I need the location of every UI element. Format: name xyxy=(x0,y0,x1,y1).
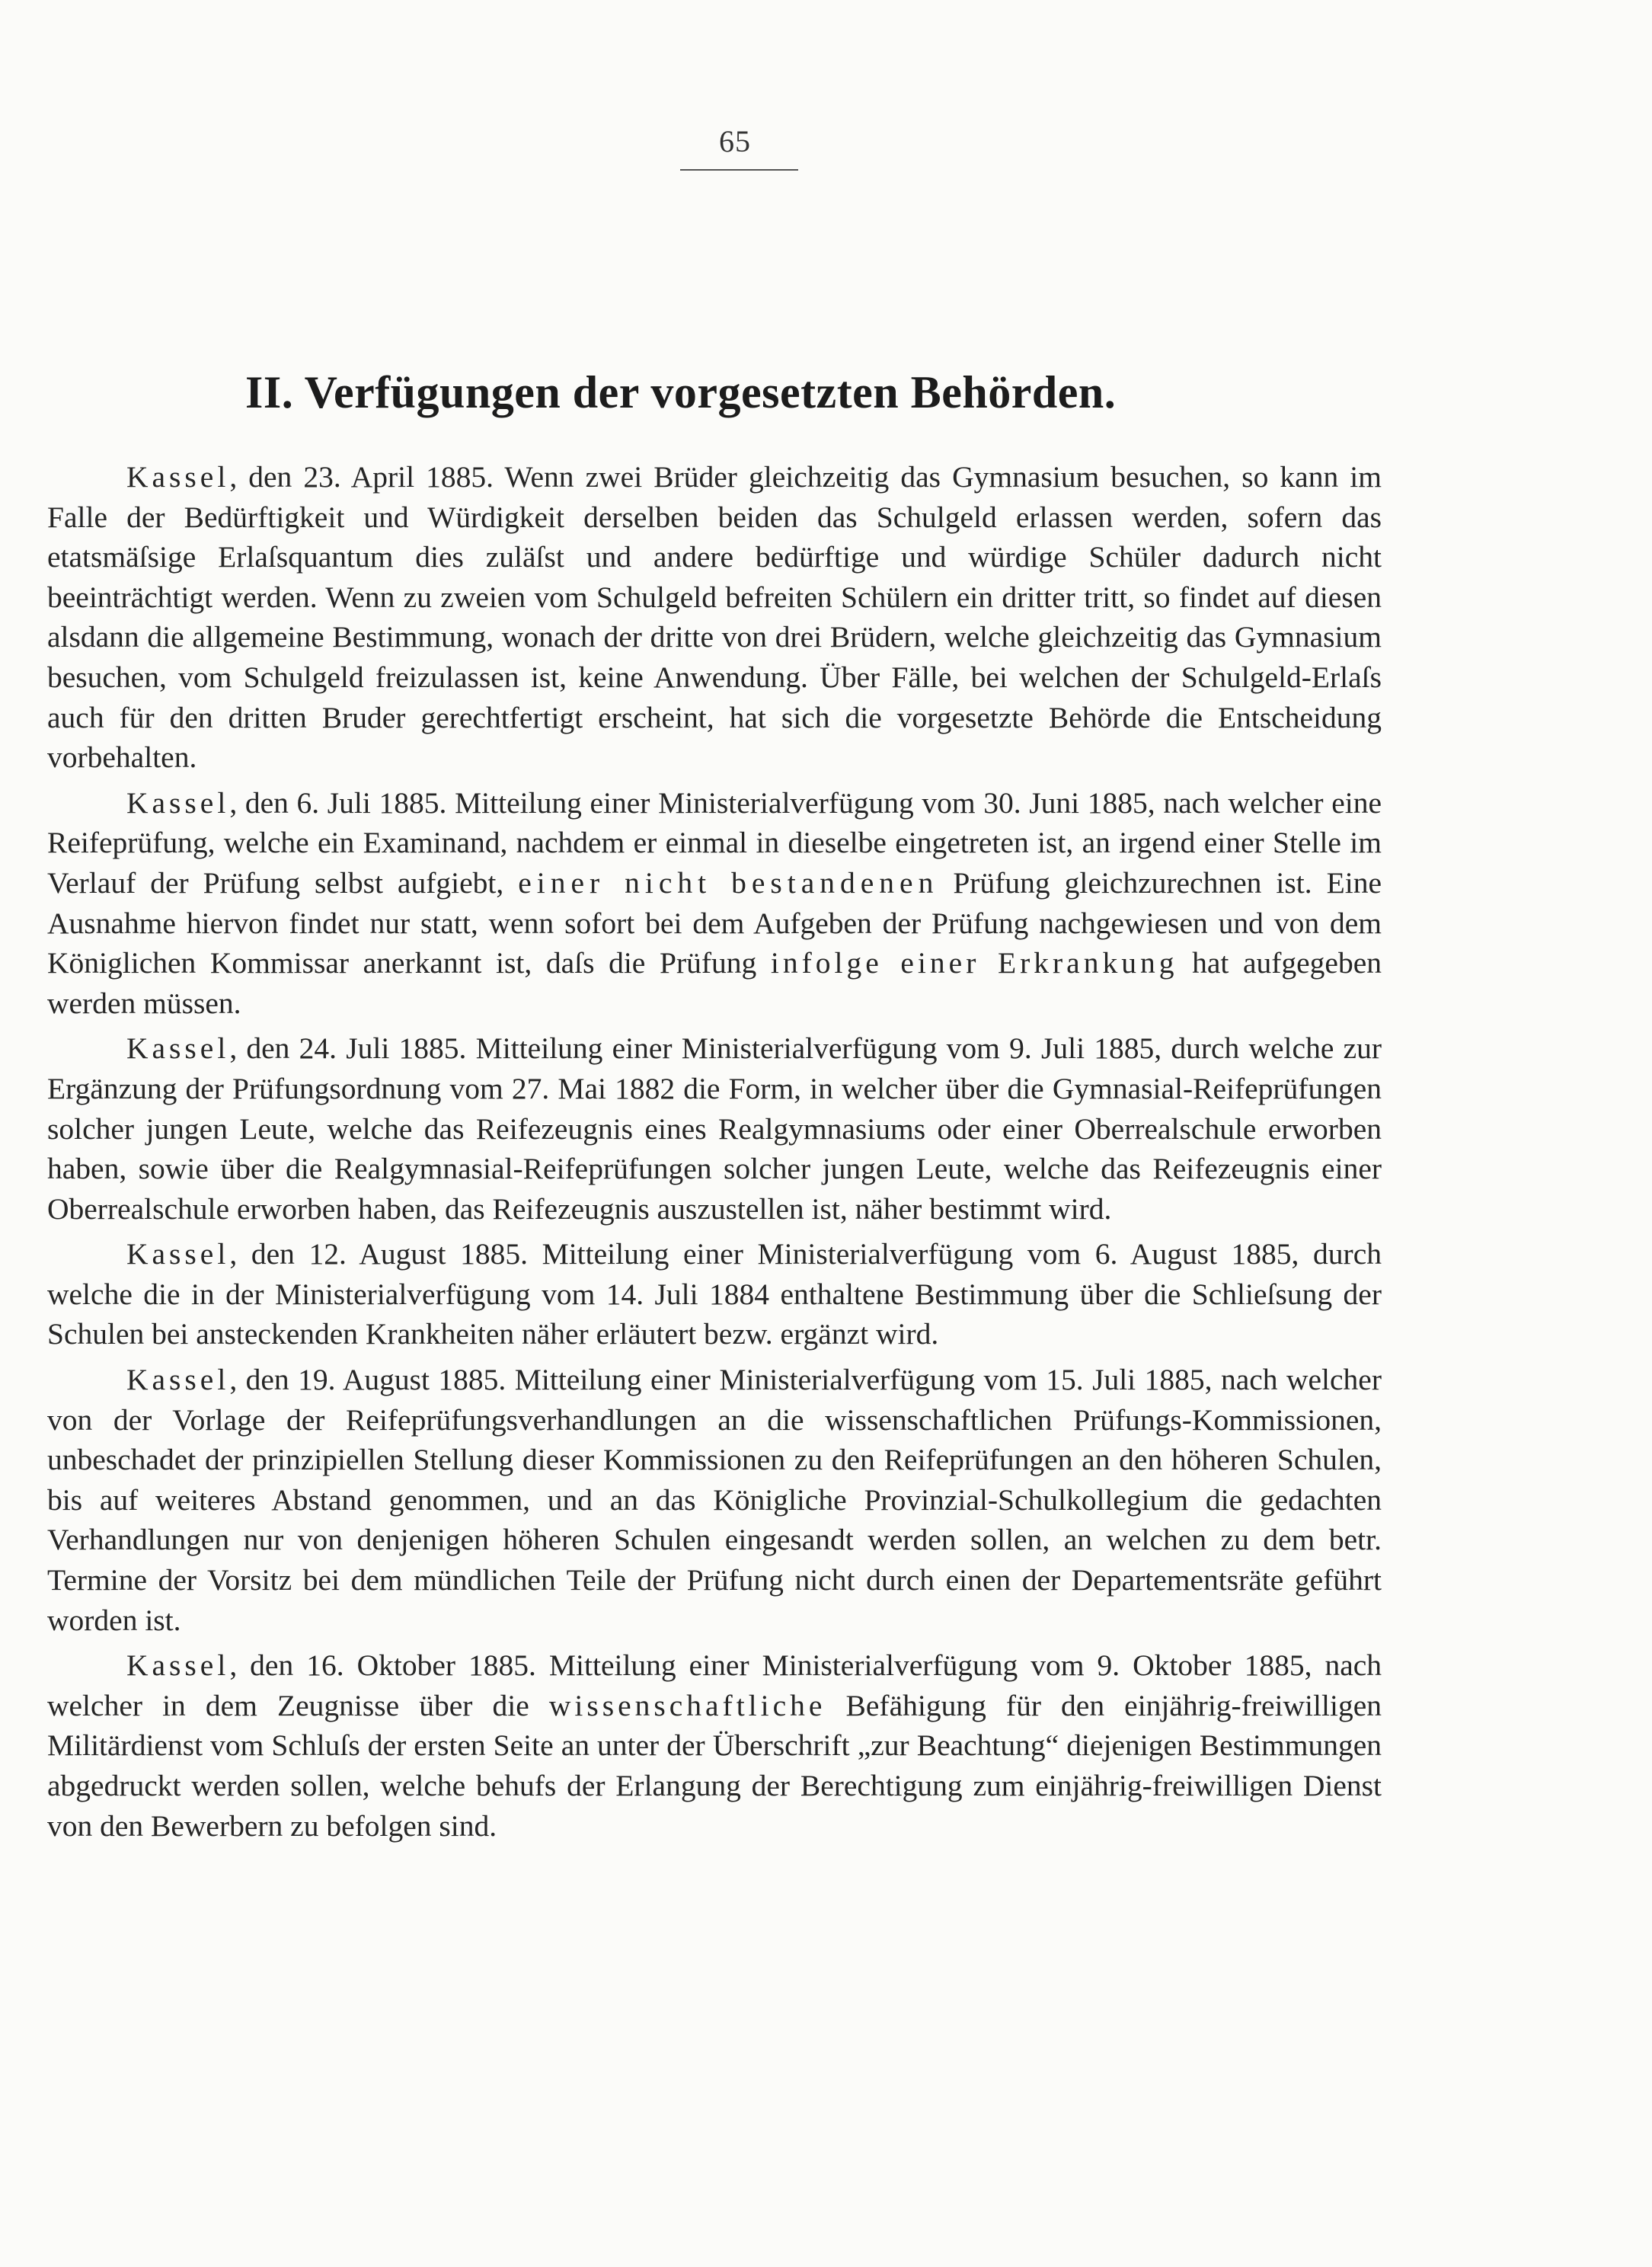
paragraph-text: Mitteilung einer Ministerialverfügung vom 30. Juni 1885, nach welcher eine Reifeprüfung, welche ein Examinand, nachdem er einmal in dieselbe eingetreten ist, an irgend einer Stelle im Verlauf der Prüfung selbst aufgiebt, xyxy=(47,785,1382,900)
paragraph-date: , den 23. April 1885. xyxy=(229,460,505,494)
place-name: Kassel xyxy=(126,785,230,820)
paragraph-4 xyxy=(47,1234,1382,1354)
paragraph-date: , den 6. Juli 1885. xyxy=(229,785,455,820)
spaced-emphasis: wissenschaftliche xyxy=(548,1688,826,1722)
paragraph-date: , den 16. Oktober 1885. xyxy=(229,1648,549,1683)
page-number-rule xyxy=(680,169,798,171)
paragraph-5 xyxy=(47,1360,1382,1640)
place-name: Kassel xyxy=(126,1237,230,1271)
body-text xyxy=(47,457,1382,1851)
paragraph-date: , den 19. August 1885. xyxy=(229,1363,515,1397)
paragraph-1 xyxy=(47,457,1382,778)
place-name: Kassel xyxy=(126,460,230,494)
paragraph-text: Prüfung gleichzurechnen ist. Eine Ausnahme hiervon findet nur statt, wenn sofort bei dem Aufgeben der Prüfung nachgewiesen und von dem Königlichen Kommissar anerkannt ist, daſs die Prüfung xyxy=(47,865,1382,980)
paragraph-date: , den 24. Juli 1885. xyxy=(229,1031,476,1066)
paragraph-date: , den 12. August 1885. xyxy=(229,1237,542,1271)
paragraph-text: Mitteilung einer Ministerialverfügung vom 9. Juli 1885, durch welche zur Ergänzung der Prüfungsordnung vom 27. Mai 1882 die Form, in welcher über die Gymnasial-Reifeprüfungen solcher jungen Leute, welche das Reifezeugnis eines Realgymnasiums oder einer Oberrealschule erworben haben, sowie über die Realgymnasial-Reifeprüfungen solcher jungen Leute, welche das Reifezeugnis einer Oberrealschule erworben haben, das Reifezeugnis auszustellen ist, näher bestimmt wird. xyxy=(47,1031,1382,1226)
paragraph-text: hat aufgegeben werden müssen. xyxy=(47,946,1382,1020)
paragraph-text: Befähigung für den einjährig-freiwilligen Militärdienst vom Schluſs der ersten Seite an unter der Überschrift „zur Beachtung“ diejenigen Bestimmungen abgedruckt werden sollen, welche behufs der Erlangung der Berechtigung zum einjährig-freiwilligen Dienst von den Bewerbern zu befolgen sind. xyxy=(47,1688,1382,1843)
paragraph-text: Mitteilung einer Ministerialverfügung vom 15. Juli 1885, nach welcher von der Vorlage der Reifeprüfungsverhandlungen an die wissenschaftlichen Prüfungs-Kommissionen, unbeschadet der prinzipiellen Stellung dieser Kommissionen zu den Reifeprüfungen an den höheren Schulen, bis auf weiteres Abstand genommen, und an das Königliche Provinzial-Schulkollegium die gedachten Verhandlungen nur von denjenigen höheren Schulen eingesandt werden sollen, an welchen zu dem betr. Termine der Vorsitz bei dem mündlichen Teile der Prüfung nicht durch einen der Departementsräte geführt worden ist. xyxy=(47,1363,1382,1637)
paragraph-text: Wenn zwei Brüder gleichzeitig das Gymnasium besuchen, so kann im Falle der Bedürftigkeit und Würdigkeit derselben beiden das Schulgeld erlassen werden, sofern das etatsmäſsige Erlaſsquantum dies zuläſst und andere bedürftige und würdige Schüler dadurch nicht beeinträchtigt werden. Wenn zu zweien vom Schulgeld befreiten Schülern ein dritter tritt, so findet auf diesen alsdann die allgemeine Bestimmung, wonach der dritte von drei Brüdern, welche gleichzeitig das Gymnasium besuchen, vom Schulgeld freizulassen ist, keine Anwendung. Über Fälle, bei welchen der Schulgeld-Erlaſs auch für den dritten Bruder gerechtfertigt erscheint, hat sich die vorgesetzte Behörde die Entscheidung vorbehalten. xyxy=(47,460,1382,775)
paragraph-6 xyxy=(47,1645,1382,1846)
place-name: Kassel xyxy=(126,1648,230,1683)
section-title: II. Verfügungen der vorgesetzten Behörden. xyxy=(245,367,1117,417)
paragraph-3 xyxy=(47,1028,1382,1229)
paragraph-text: Mitteilung einer Ministerialverfügung vom 6. August 1885, durch welche die in der Ministerialverfügung vom 14. Juli 1884 enthaltene Bestimmung über die Schlieſsung der Schulen bei ansteckenden Krankheiten näher erläutert bezw. ergänzt wird. xyxy=(47,1237,1382,1351)
place-name: Kassel xyxy=(126,1363,230,1397)
page-number: 65 xyxy=(719,124,751,158)
paragraph-text: Mitteilung einer Ministerialverfügung vom 9. Oktober 1885, nach welcher in dem Zeugnisse über die xyxy=(47,1648,1382,1722)
paragraph-2 xyxy=(47,783,1382,1024)
place-name: Kassel xyxy=(126,1031,230,1066)
spaced-emphasis: infolge einer Erkrankung xyxy=(770,946,1178,980)
spaced-emphasis: einer nicht bestandenen xyxy=(518,865,939,900)
